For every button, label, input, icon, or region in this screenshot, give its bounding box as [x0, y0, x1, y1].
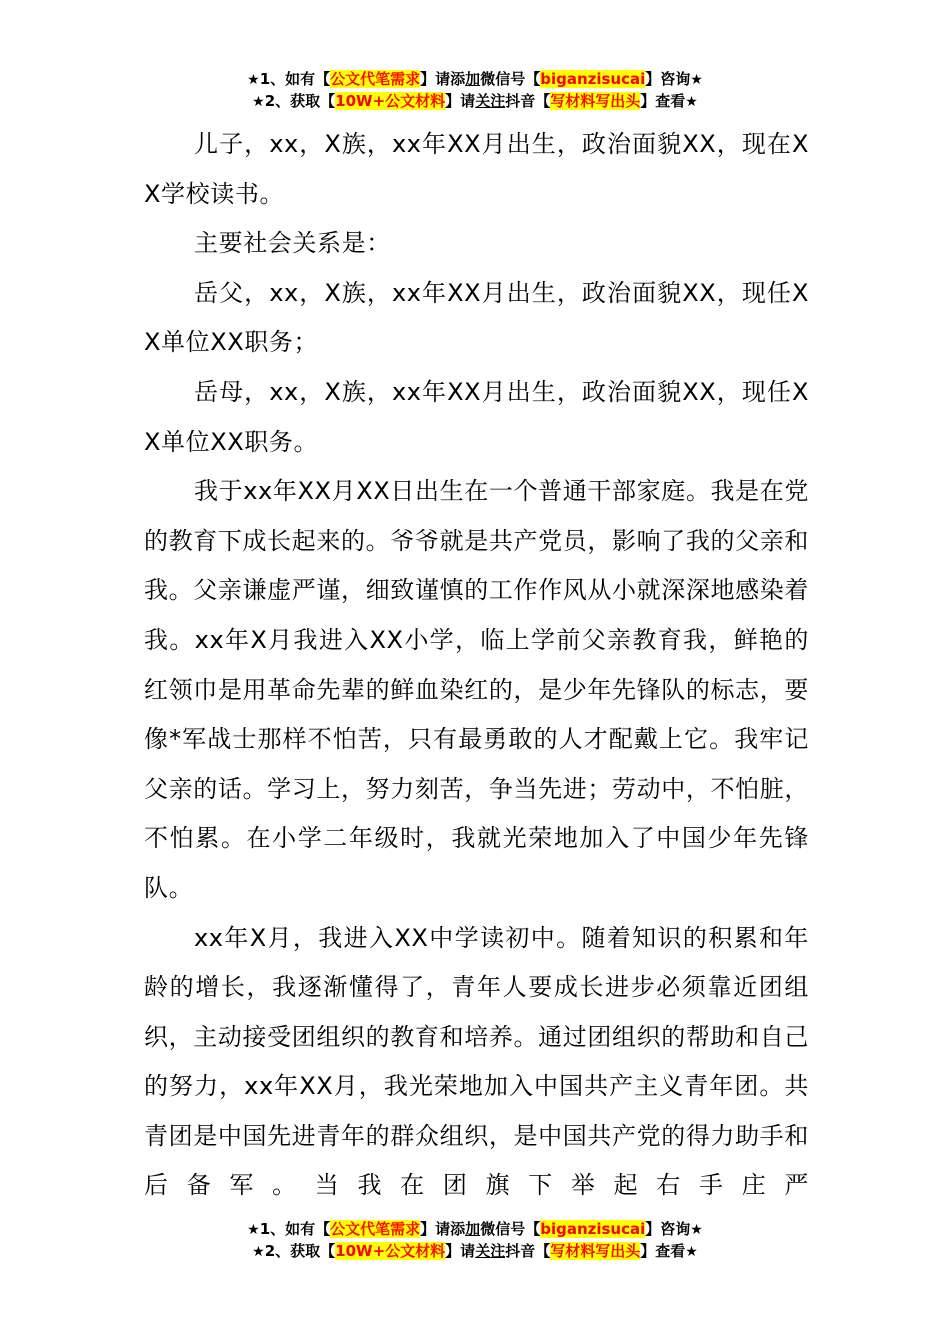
paragraph-father-in-law: 岳父，xx，X族，xx年XX月出生，政治面貌XX，现任XX单位XX职务；: [144, 278, 809, 357]
highlight-materials: 10W+公文材料: [335, 1242, 446, 1260]
star-icon: ★: [252, 94, 265, 110]
paragraph-mother-in-law: 岳母，xx，X族，xx年XX月出生，政治面貌XX，现任XX单位XX职务。: [144, 377, 809, 456]
star-icon: ★: [690, 72, 703, 88]
highlight-service: 公文代笔需求: [330, 70, 421, 88]
star-icon: ★: [685, 1244, 698, 1260]
star-icon: ★: [252, 1244, 265, 1260]
highlight-service: 公文代笔需求: [330, 1220, 421, 1238]
header-banner: [0, 68, 950, 112]
banner-line-1: ★1、如有【公文代笔需求】请添加微信号【biganzisucai】咨询★: [247, 70, 703, 88]
highlight-douyin: 写材料写出头: [550, 1242, 641, 1260]
highlight-wechat-id: biganzisucai: [540, 70, 646, 88]
star-icon: ★: [247, 1222, 260, 1238]
footer-banner: [0, 1218, 950, 1262]
paragraph-son: 儿子，xx，X族，xx年XX月出生，政治面貌XX，现在XX学校读书。: [144, 130, 809, 208]
banner-line-2: ★2、获取【10W+公文材料】请关注抖音【写材料写出头】查看★: [252, 92, 698, 110]
paragraph-childhood: 我于xx年XX月XX日出生在一个普通干部家庭。我是在党的教育下成长起来的。爷爷就是共产党员，影响了我的父亲和我。父亲谦虚严谨，细致谨慎的工作作风从小就深深地感染着我。xx年X月我进入XX小学，临上学前父亲教育我，鲜艳的红领巾是用革命先辈的鲜血染红的，是少年先锋队的标志，要像*军战士那样不怕苦，只有最勇敢的人才配戴上它。我牢记父亲的话。学习上，努力刻苦，争当先进；劳动中，不怕脏，不怕累。在小学二年级时，我就光荣地加入了中国少年先锋队。: [144, 477, 809, 902]
document-body: [144, 120, 809, 1211]
highlight-wechat-id: biganzisucai: [540, 1220, 646, 1238]
banner-line-1: ★1、如有【公文代笔需求】请添加微信号【biganzisucai】咨询★: [247, 1220, 703, 1238]
star-icon: ★: [690, 1222, 703, 1238]
paragraph-middle-school: xx年X月，我进入XX中学读初中。随着知识的积累和年龄的增长，我逐渐懂得了，青年人要成长进步必须靠近团组织，主动接受团组织的教育和培养。通过团组织的帮助和自己的努力，xx年XX月，我光荣地加入中国共产主义青年团。共青团是中国先进青年的群众组织，是中国共产党的得力助手和后备军。当我在团旗下举起右手庄严: [144, 923, 809, 1200]
star-icon: ★: [685, 94, 698, 110]
paragraph-relations-heading: 主要社会关系是：: [194, 229, 391, 258]
star-icon: ★: [247, 72, 260, 88]
highlight-douyin: 写材料写出头: [550, 92, 641, 110]
banner-line-2: ★2、获取【10W+公文材料】请关注抖音【写材料写出头】查看★: [252, 1242, 698, 1260]
highlight-materials: 10W+公文材料: [335, 92, 446, 110]
